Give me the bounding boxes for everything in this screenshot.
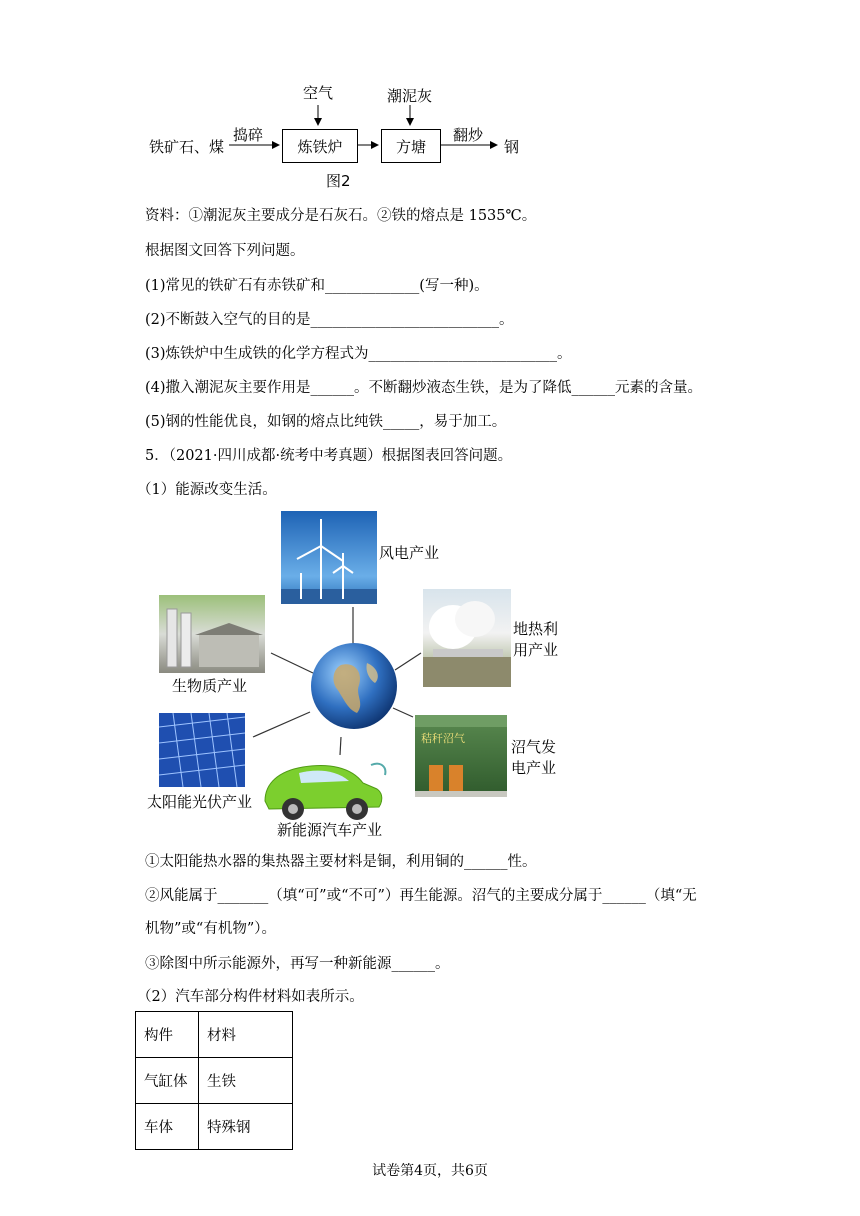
sub-question-3: ③除图中所示能源外，再写一种新能源______。 — [145, 956, 450, 972]
wind-label: 风电产业 — [379, 544, 440, 562]
sub-question-1: ①太阳能热水器的集热器主要材料是铜，利用铜的______性。 — [145, 854, 537, 870]
flow-output: 钢 — [504, 138, 520, 156]
flow-air: 空气 — [303, 84, 334, 102]
earth-globe — [311, 643, 397, 729]
flow-step-stir: 翻炒 — [453, 126, 484, 144]
flow-caption: 图2 — [326, 172, 351, 190]
flow-furnace-label: 炼铁炉 — [297, 137, 343, 156]
sub-question-2a: ②风能属于_______（填“可”或“不可”）再生能源。沼气的主要成分属于______（填“无 — [145, 888, 697, 904]
biogas-label-2: 电产业 — [511, 759, 557, 777]
table-row — [136, 1104, 293, 1150]
problem-5-heading: 5．（2021·四川成都·统考中考真题）根据图表回答问题。 — [145, 448, 513, 464]
flow-step-crush: 捣碎 — [233, 126, 264, 144]
flow-input: 铁矿石、煤 — [149, 138, 225, 156]
flow-pond-label: 方塘 — [395, 137, 426, 156]
prompt-text: 根据图文回答下列问题。 — [145, 243, 305, 259]
geothermal-label-2: 用产业 — [513, 641, 559, 659]
ev-label: 新能源汽车产业 — [277, 821, 383, 839]
solar-panel-photo — [159, 713, 245, 787]
question-2: (2)不断鼓入空气的目的是__________________________。 — [145, 312, 514, 328]
biogas-tank-icon — [415, 715, 507, 797]
solar-panel-icon — [159, 713, 245, 787]
geothermal-label-1: 地热利 — [513, 620, 559, 638]
biomass-label: 生物质产业 — [172, 677, 248, 695]
page-footer: 试卷第4页，共6页 — [372, 1163, 488, 1179]
geothermal-photo — [423, 589, 511, 687]
wind-turbine-photo — [281, 511, 377, 604]
biomass-photo — [159, 595, 265, 673]
solar-label: 太阳能光伏产业 — [147, 793, 253, 811]
question-4: (4)撒入潮泥灰主要作用是______。不断翻炒液态生铁，是为了降低______元素的含量。 — [145, 380, 703, 396]
energy-figure — [145, 505, 615, 845]
biogas-tank-text: 秸秆沼气 — [421, 732, 465, 745]
question-1: (1)常见的铁矿石有赤铁矿和_____________(写一种)。 — [145, 278, 489, 294]
electric-car-icon — [259, 753, 391, 823]
biomass-plant-icon — [159, 595, 265, 673]
table-cell: 气缸体 — [136, 1058, 199, 1104]
flow-pond-box — [381, 129, 441, 163]
table-cell: 车体 — [136, 1104, 199, 1150]
sub-question-2b: 机物”或“有机物”）。 — [145, 921, 276, 937]
ev-car-photo — [259, 753, 391, 823]
table-header-cell: 构件 — [136, 1012, 199, 1058]
problem-5-part-1: （1）能源改变生活。 — [137, 482, 277, 498]
geothermal-steam-icon — [423, 589, 511, 687]
globe-icon — [311, 643, 397, 729]
flow-furnace-box — [282, 129, 358, 163]
parts-material-table — [135, 1011, 293, 1150]
biogas-label-1: 沼气发 — [511, 738, 557, 756]
question-5: (5)钢的性能优良，如钢的熔点比纯铁_____，易于加工。 — [145, 414, 507, 430]
table-row — [136, 1058, 293, 1104]
table-header-cell: 材料 — [199, 1012, 293, 1058]
table-cell: 特殊钢 — [199, 1104, 293, 1150]
biogas-tank-photo — [415, 715, 507, 797]
table-header-row — [136, 1012, 293, 1058]
flow-diagram — [145, 80, 545, 192]
info-text: 资料：①潮泥灰主要成分是石灰石。②铁的熔点是 1535℃。 — [145, 208, 537, 224]
table-cell: 生铁 — [199, 1058, 293, 1104]
wind-turbine-icon — [281, 511, 377, 604]
problem-5-part-2: （2）汽车部分构件材料如表所示。 — [137, 989, 364, 1005]
flow-ash: 潮泥灰 — [387, 87, 433, 105]
question-3: (3)炼铁炉中生成铁的化学方程式为__________________________。 — [145, 346, 572, 362]
